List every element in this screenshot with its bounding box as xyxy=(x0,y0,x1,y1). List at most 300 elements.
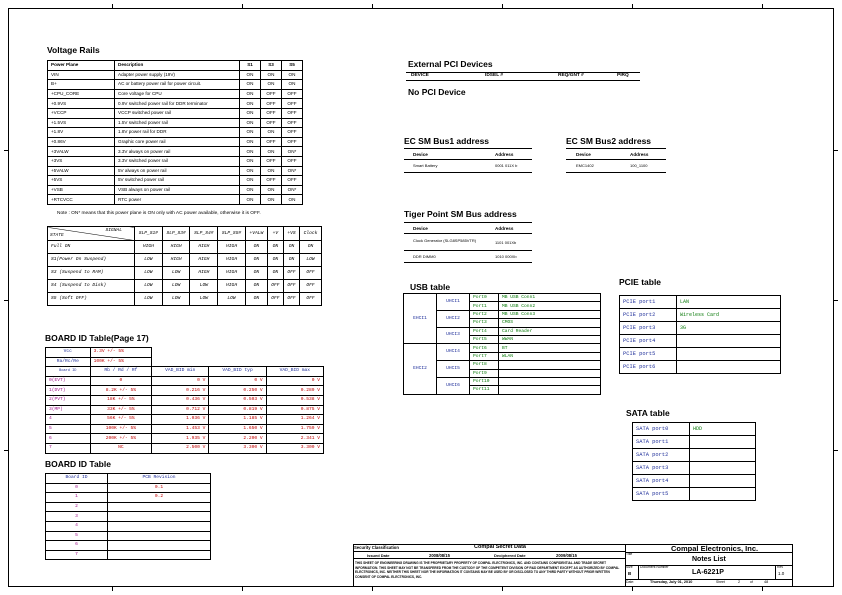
smbus1-rule2 xyxy=(404,159,532,160)
pci-header-device: DEVICE xyxy=(411,73,429,78)
border-tick xyxy=(112,587,113,591)
board-id17-header-row xyxy=(46,367,324,377)
voltage-row xyxy=(48,166,303,176)
table-cell: OFF xyxy=(282,156,303,166)
tiger-header-device: Device xyxy=(413,226,428,231)
pcie-port: PCIE port2 xyxy=(620,309,677,322)
table-cell: ON xyxy=(240,156,261,166)
table-cell: +1.5VS xyxy=(48,118,115,128)
column-header: VAD_BID min xyxy=(152,367,209,377)
table-cell: ON xyxy=(240,99,261,109)
table-cell: ON xyxy=(261,185,282,195)
smbus1-title: EC SM Bus1 address xyxy=(404,136,490,146)
table-cell: 1.8V power rail for DDR xyxy=(115,128,240,138)
table-cell: AC or battery power rail for power circuit. xyxy=(115,80,240,90)
usb-port-device: MB USB Conn2 xyxy=(499,302,601,310)
pcie-port: PCIE port1 xyxy=(620,296,677,309)
voltage-row xyxy=(48,176,303,186)
table-cell: 6 xyxy=(46,541,108,551)
table-cell xyxy=(108,531,211,541)
usb-port-name: Port3 xyxy=(470,319,499,327)
border-tick xyxy=(632,4,633,8)
issued-date: 2008/08/15 xyxy=(429,553,450,558)
table-cell: ON xyxy=(261,147,282,157)
uhci-cell: UHCI4 xyxy=(437,344,470,361)
table-cell xyxy=(108,512,211,522)
table-cell: HIGH xyxy=(190,267,218,280)
usb-port-name: Port7 xyxy=(470,352,499,360)
table-cell: 1 xyxy=(46,493,108,503)
table-cell: ON xyxy=(261,195,282,205)
sata-device xyxy=(690,462,756,475)
usb-port-name: Port5 xyxy=(470,335,499,343)
table-cell: OFF xyxy=(282,108,303,118)
usb-port-device: MB USB Conn1 xyxy=(499,294,601,302)
smbus2-device: EMC1402 xyxy=(576,163,594,168)
board-id17-row xyxy=(46,424,324,434)
sata-device xyxy=(690,449,756,462)
border-tick xyxy=(834,300,838,301)
signal-state-corner xyxy=(48,227,135,241)
sheet-label: Sheet xyxy=(716,580,725,584)
smbus2-address: 100_1100 xyxy=(630,163,648,168)
table-cell: 1.185 V xyxy=(209,415,266,425)
table-cell: +VSB xyxy=(48,185,115,195)
voltage-row xyxy=(48,128,303,138)
sheet-value: 2 xyxy=(738,580,741,584)
signal-state-table xyxy=(47,226,322,306)
table-cell xyxy=(108,521,211,531)
table-cell: 0.538 V xyxy=(266,395,323,405)
pcie-port: PCIE port6 xyxy=(620,361,677,374)
table-cell: 1.650 V xyxy=(209,424,266,434)
smbus2-title: EC SM Bus2 address xyxy=(566,136,652,146)
board-id17-row xyxy=(46,415,324,425)
board-id-row xyxy=(46,493,211,503)
border-tick xyxy=(4,300,8,301)
table-cell: 2.200 V xyxy=(209,434,266,444)
smbus1-header-device: Device xyxy=(413,152,428,157)
table-cell: ON xyxy=(245,267,267,280)
usb-port-name: Port8 xyxy=(470,361,499,369)
vcc-label: Vcc xyxy=(46,348,91,358)
table-cell: ON xyxy=(240,166,261,176)
smbus2-rule3 xyxy=(566,172,666,173)
table-cell: ON xyxy=(240,147,261,157)
rev-label: Rev xyxy=(777,565,784,569)
table-cell: OFF xyxy=(261,89,282,99)
table-cell: OFF xyxy=(282,137,303,147)
table-cell: ON xyxy=(245,241,267,254)
voltage-note: Note : ON* means that this power plane is ON only with AC power available, otherwise it is OFF. xyxy=(57,211,261,216)
table-cell: HIGH xyxy=(218,241,246,254)
table-cell: 1.935 V xyxy=(152,434,209,444)
sata-port: SATA port3 xyxy=(633,462,690,475)
title-label: Title xyxy=(626,552,633,556)
border-tick xyxy=(762,4,763,8)
table-cell: LOW xyxy=(190,280,218,293)
table-cell: 33K +/- 5% xyxy=(90,405,152,415)
pcie-row xyxy=(620,309,781,322)
table-cell: 1(DVT) xyxy=(46,386,91,396)
table-cell: OFF xyxy=(282,89,303,99)
sata-port: SATA port1 xyxy=(633,436,690,449)
table-cell: 0.1 xyxy=(108,483,211,493)
tiger-device-0: Clock Generator (SLG8SP585VTR) xyxy=(413,238,477,243)
smbus2-header-address: Address xyxy=(630,152,649,157)
voltage-row xyxy=(48,185,303,195)
table-cell: 4 xyxy=(46,521,108,531)
signal-row xyxy=(48,293,322,306)
deciphered-label: Deciphered Date xyxy=(494,553,526,558)
table-cell: OFF xyxy=(283,267,299,280)
table-cell: 0.216 V xyxy=(152,386,209,396)
uhci-cell: UHCI5 xyxy=(437,361,470,378)
table-cell: OFF xyxy=(283,280,299,293)
sata-row xyxy=(633,449,756,462)
table-cell: OFF xyxy=(261,108,282,118)
table-cell: +0.9VS xyxy=(48,99,115,109)
uhci-cell: UHCI3 xyxy=(437,327,470,344)
table-cell: 0.875 V xyxy=(266,405,323,415)
table-cell: 0 xyxy=(90,376,152,386)
table-cell: 0(EVT) xyxy=(46,376,91,386)
pcie-port: PCIE port3 xyxy=(620,322,677,335)
table-cell: VIN xyxy=(48,70,115,80)
signal-header-row xyxy=(48,227,322,241)
sata-row xyxy=(633,475,756,488)
table-cell: 2 xyxy=(46,502,108,512)
doc-number: LA-6221P xyxy=(692,569,724,576)
sata-device: HDD xyxy=(690,423,756,436)
voltage-row xyxy=(48,89,303,99)
table-cell: 3.3V always on power rail xyxy=(115,147,240,157)
signal-row xyxy=(48,280,322,293)
column-header: PCB Revision xyxy=(108,474,211,484)
table-cell: HIGH xyxy=(190,254,218,267)
signal-row xyxy=(48,254,322,267)
column-header: +VS xyxy=(283,227,299,241)
table-cell: OFF xyxy=(282,118,303,128)
board-id-row xyxy=(46,531,211,541)
border-tick xyxy=(112,4,113,8)
table-cell: 56K +/- 5% xyxy=(90,415,152,425)
board-id-row xyxy=(46,541,211,551)
issued-label: Issued Date xyxy=(367,553,390,558)
pci-header-req: REQ/GNT # xyxy=(558,73,584,78)
border-tick xyxy=(242,587,243,591)
border-tick xyxy=(4,450,8,451)
table-cell: NC xyxy=(90,443,152,453)
title-block-rule-a xyxy=(625,552,793,553)
table-cell: HIGH xyxy=(135,241,163,254)
table-cell: 18K +/- 5% xyxy=(90,395,152,405)
size-value: B xyxy=(628,571,632,576)
table-cell: OFF xyxy=(267,280,283,293)
table-cell: 5 xyxy=(46,531,108,541)
table-cell: LOW xyxy=(135,267,163,280)
pcie-device: 3G xyxy=(677,322,781,335)
table-cell: 2.500 V xyxy=(152,443,209,453)
voltage-row xyxy=(48,137,303,147)
column-header: Description xyxy=(115,61,240,71)
table-cell: S4 (Suspend to Disk) xyxy=(48,280,135,293)
table-cell: 0 V xyxy=(209,376,266,386)
ra-row xyxy=(46,357,324,367)
table-cell: +3VALW xyxy=(48,147,115,157)
table-cell: 3.300 V xyxy=(266,443,323,453)
pcie-device: Wireless Card xyxy=(677,309,781,322)
table-cell: ON xyxy=(283,254,299,267)
column-header: SLP_S1# xyxy=(135,227,163,241)
tiger-address-0: 1101 001Xb xyxy=(495,240,517,245)
sata-device xyxy=(690,488,756,501)
column-header: S1 xyxy=(240,61,261,71)
table-cell: 0.436 V xyxy=(152,395,209,405)
column-header: Rb / Rd / Rf xyxy=(90,367,152,377)
usb-port-device: WWAN xyxy=(499,335,601,343)
table-cell: ON xyxy=(240,80,261,90)
pci-rule xyxy=(406,72,640,73)
table-cell: LOW xyxy=(218,293,246,306)
table-cell: +1.8V xyxy=(48,128,115,138)
table-cell: 0.9V switched power rail for DDR terminator xyxy=(115,99,240,109)
usb-port-name: Port0 xyxy=(470,294,499,302)
column-header: Board ID xyxy=(46,367,91,377)
column-header: S5 xyxy=(282,61,303,71)
table-cell: 7 xyxy=(46,550,108,560)
table-cell: VCCP switched power rail xyxy=(115,108,240,118)
smbus1-header-address: Address xyxy=(495,152,514,157)
pcie-row xyxy=(620,296,781,309)
uhci-cell: UHCI2 xyxy=(437,310,470,327)
pci-rule2 xyxy=(406,80,640,81)
corner-signal-label: SIGNAL xyxy=(105,228,122,233)
table-cell: 5 xyxy=(46,424,91,434)
table-cell: +CPU_CORE xyxy=(48,89,115,99)
table-cell: HIGH xyxy=(190,241,218,254)
table-cell: ON xyxy=(240,89,261,99)
board-id17-row xyxy=(46,434,324,444)
table-cell: 5V always on power rail xyxy=(115,166,240,176)
rev-divider xyxy=(775,565,776,579)
table-cell: ON xyxy=(240,176,261,186)
pci-title: External PCI Devices xyxy=(408,59,493,69)
table-cell: 1.264 V xyxy=(266,415,323,425)
table-cell: ON xyxy=(283,241,299,254)
table-cell: 0.819 V xyxy=(209,405,266,415)
usb-port-device: BT xyxy=(499,344,601,352)
title-block-row2 xyxy=(353,552,625,559)
table-cell: ON xyxy=(282,70,303,80)
column-header: VAD_BID max xyxy=(266,367,323,377)
table-cell: S3 (Suspend to RAM) xyxy=(48,267,135,280)
pcie-row xyxy=(620,335,781,348)
sata-table xyxy=(632,422,756,501)
table-cell: 3.300 V xyxy=(209,443,266,453)
smbus2-rule xyxy=(566,148,666,149)
voltage-row xyxy=(48,195,303,205)
table-cell: 0 xyxy=(46,483,108,493)
table-cell: 4 xyxy=(46,415,91,425)
table-cell: ON xyxy=(300,241,322,254)
table-cell: HIGH xyxy=(162,241,190,254)
border-tick xyxy=(834,150,838,151)
table-cell: 0.712 V xyxy=(152,405,209,415)
table-cell: OFF xyxy=(261,118,282,128)
company-name: Compal Electronics, Inc. xyxy=(671,544,759,553)
sata-device xyxy=(690,475,756,488)
border-tick xyxy=(834,450,838,451)
of-value: 48 xyxy=(764,580,769,584)
table-cell: 6 xyxy=(46,434,91,444)
tiger-header-address: Address xyxy=(495,226,514,231)
border-tick xyxy=(762,587,763,591)
pcie-title: PCIE table xyxy=(619,277,662,287)
tiger-title: Tiger Point SM Bus address xyxy=(404,209,517,219)
board-id-row xyxy=(46,521,211,531)
usb-port-device: CMOS xyxy=(499,319,601,327)
sec-class: Compal Secret Data xyxy=(474,544,526,550)
table-cell: 0.250 V xyxy=(209,386,266,396)
column-header: SLP_S3# xyxy=(162,227,190,241)
voltage-header-row xyxy=(48,61,303,71)
column-header: Power Plane xyxy=(48,61,115,71)
table-cell: ON* xyxy=(282,147,303,157)
table-cell: ON xyxy=(240,70,261,80)
voltage-row xyxy=(48,147,303,157)
border-tick xyxy=(502,4,503,8)
deciphered-date: 2009/08/15 xyxy=(556,553,577,558)
board-id-header-row xyxy=(46,474,211,484)
table-cell: HIGH xyxy=(218,254,246,267)
table-cell: 0.2 xyxy=(108,493,211,503)
pcie-device xyxy=(677,335,781,348)
table-cell: ON xyxy=(261,128,282,138)
table-cell: 8.2K +/- 5% xyxy=(90,386,152,396)
table-cell: +RTCVCC xyxy=(48,195,115,205)
voltage-row xyxy=(48,70,303,80)
ra-label: Ra/Rc/Re xyxy=(46,357,91,367)
table-cell xyxy=(108,541,211,551)
smbus1-device: Smart Battery xyxy=(413,163,438,168)
table-cell: VSB always on power rail xyxy=(115,185,240,195)
table-cell: ON xyxy=(240,185,261,195)
column-header: +V xyxy=(267,227,283,241)
table-cell: ON xyxy=(245,280,267,293)
table-cell: 1.759 V xyxy=(266,424,323,434)
table-cell: OFF xyxy=(261,156,282,166)
table-cell: 1.036 V xyxy=(152,415,209,425)
table-cell: LOW xyxy=(162,280,190,293)
pcie-port: PCIE port5 xyxy=(620,348,677,361)
pci-header-pirq: PIRQ xyxy=(617,73,629,78)
usb-port-device xyxy=(499,369,601,377)
tiger-rule3 xyxy=(404,250,532,251)
board-id-row xyxy=(46,483,211,493)
voltage-row xyxy=(48,108,303,118)
border-tick xyxy=(502,587,503,591)
table-cell: ON xyxy=(282,195,303,205)
sata-row xyxy=(633,488,756,501)
table-cell: 5V switched power rail xyxy=(115,176,240,186)
pcie-device xyxy=(677,348,781,361)
board-id-table xyxy=(45,473,211,560)
usb-port-device xyxy=(499,361,601,369)
usb-port-name: Port2 xyxy=(470,310,499,318)
table-cell: ON xyxy=(261,70,282,80)
table-cell: OFF xyxy=(283,293,299,306)
column-header: SLP_S4# xyxy=(190,227,218,241)
sata-row xyxy=(633,423,756,436)
table-cell: HIGH xyxy=(218,280,246,293)
pcie-row xyxy=(620,322,781,335)
legal-notice: THIS SHEET OF ENGINEERING DRAWING IS THE PROPRIETARY PROPERTY OF COMPAL ELECTRONICS, INC. AND CONTAINS CONFIDENTIAL AND TRADE SECRET INFORMATION. THIS SHEET MAY NOT BE TRANSFERED FROM THE CUSTODY OF THE COMPETENT DIVISION OF R&D DEPARTMENT EXCEPT AS AUTHORIZED BY COMPAL ELECTRONICS, INC. NEITHER THIS SHEET NOR THE INFORMATION IT CONTAINS MAY BE USED BY OR DISCLOSED TO ANY THIRD PARTY WITHOUT PRIOR WRITTEN CONSENT OF COMPAL ELECTRONICS, INC. xyxy=(355,561,620,579)
voltage-rails-title: Voltage Rails xyxy=(47,45,100,55)
table-cell: LOW xyxy=(135,280,163,293)
usb-port-name: Port4 xyxy=(470,327,499,335)
table-cell: LOW xyxy=(135,293,163,306)
pci-header-idsel: IDSEL # xyxy=(485,73,504,78)
board-id17-row xyxy=(46,443,324,453)
table-cell: ON xyxy=(261,80,282,90)
smbus2-header-device: Device xyxy=(576,152,591,157)
sata-row xyxy=(633,462,756,475)
smbus1-address: 0001 011X b xyxy=(495,163,518,168)
signal-row xyxy=(48,241,322,254)
table-cell: HIGH xyxy=(162,254,190,267)
table-cell: ON xyxy=(240,108,261,118)
table-cell: +VCCP xyxy=(48,108,115,118)
table-cell: ON xyxy=(240,137,261,147)
table-cell: B+ xyxy=(48,80,115,90)
ehci-cell: EHCI1 xyxy=(404,294,437,344)
board-id-row xyxy=(46,512,211,522)
date-value: Thursday, July 01, 2010 xyxy=(650,580,693,584)
spacer xyxy=(152,348,324,358)
table-cell: HIGH xyxy=(218,267,246,280)
border-tick xyxy=(632,587,633,591)
sheet-title: Notes List xyxy=(692,556,726,563)
board-id17-row xyxy=(46,376,324,386)
table-cell: 3.3V switched power rail xyxy=(115,156,240,166)
board-id17-row xyxy=(46,395,324,405)
table-cell: S1(Power On Suspend) xyxy=(48,254,135,267)
table-cell: 2.341 V xyxy=(266,434,323,444)
column-header: VAD_BID typ xyxy=(209,367,266,377)
voltage-rails-table xyxy=(47,60,303,205)
uhci-cell: UHCI1 xyxy=(437,294,470,311)
table-cell: OFF xyxy=(261,137,282,147)
tiger-address-1: 1010 000Xb xyxy=(495,254,517,259)
smbus1-rule xyxy=(404,148,532,149)
sata-device xyxy=(690,436,756,449)
table-cell: +5VALW xyxy=(48,166,115,176)
corner-state-label: STATE xyxy=(50,233,64,238)
table-cell: RTC power xyxy=(115,195,240,205)
tiger-rule2 xyxy=(404,233,532,234)
table-cell: OFF xyxy=(300,280,322,293)
table-cell: 1.453 V xyxy=(152,424,209,434)
table-cell: +0.86V xyxy=(48,137,115,147)
table-cell: OFF xyxy=(300,293,322,306)
pci-none: No PCI Device xyxy=(408,87,466,97)
table-cell: 0.503 V xyxy=(209,395,266,405)
column-header: SLP_S5# xyxy=(218,227,246,241)
table-cell: 0 V xyxy=(266,376,323,386)
board-id17-table xyxy=(45,347,324,454)
table-cell xyxy=(108,550,211,560)
